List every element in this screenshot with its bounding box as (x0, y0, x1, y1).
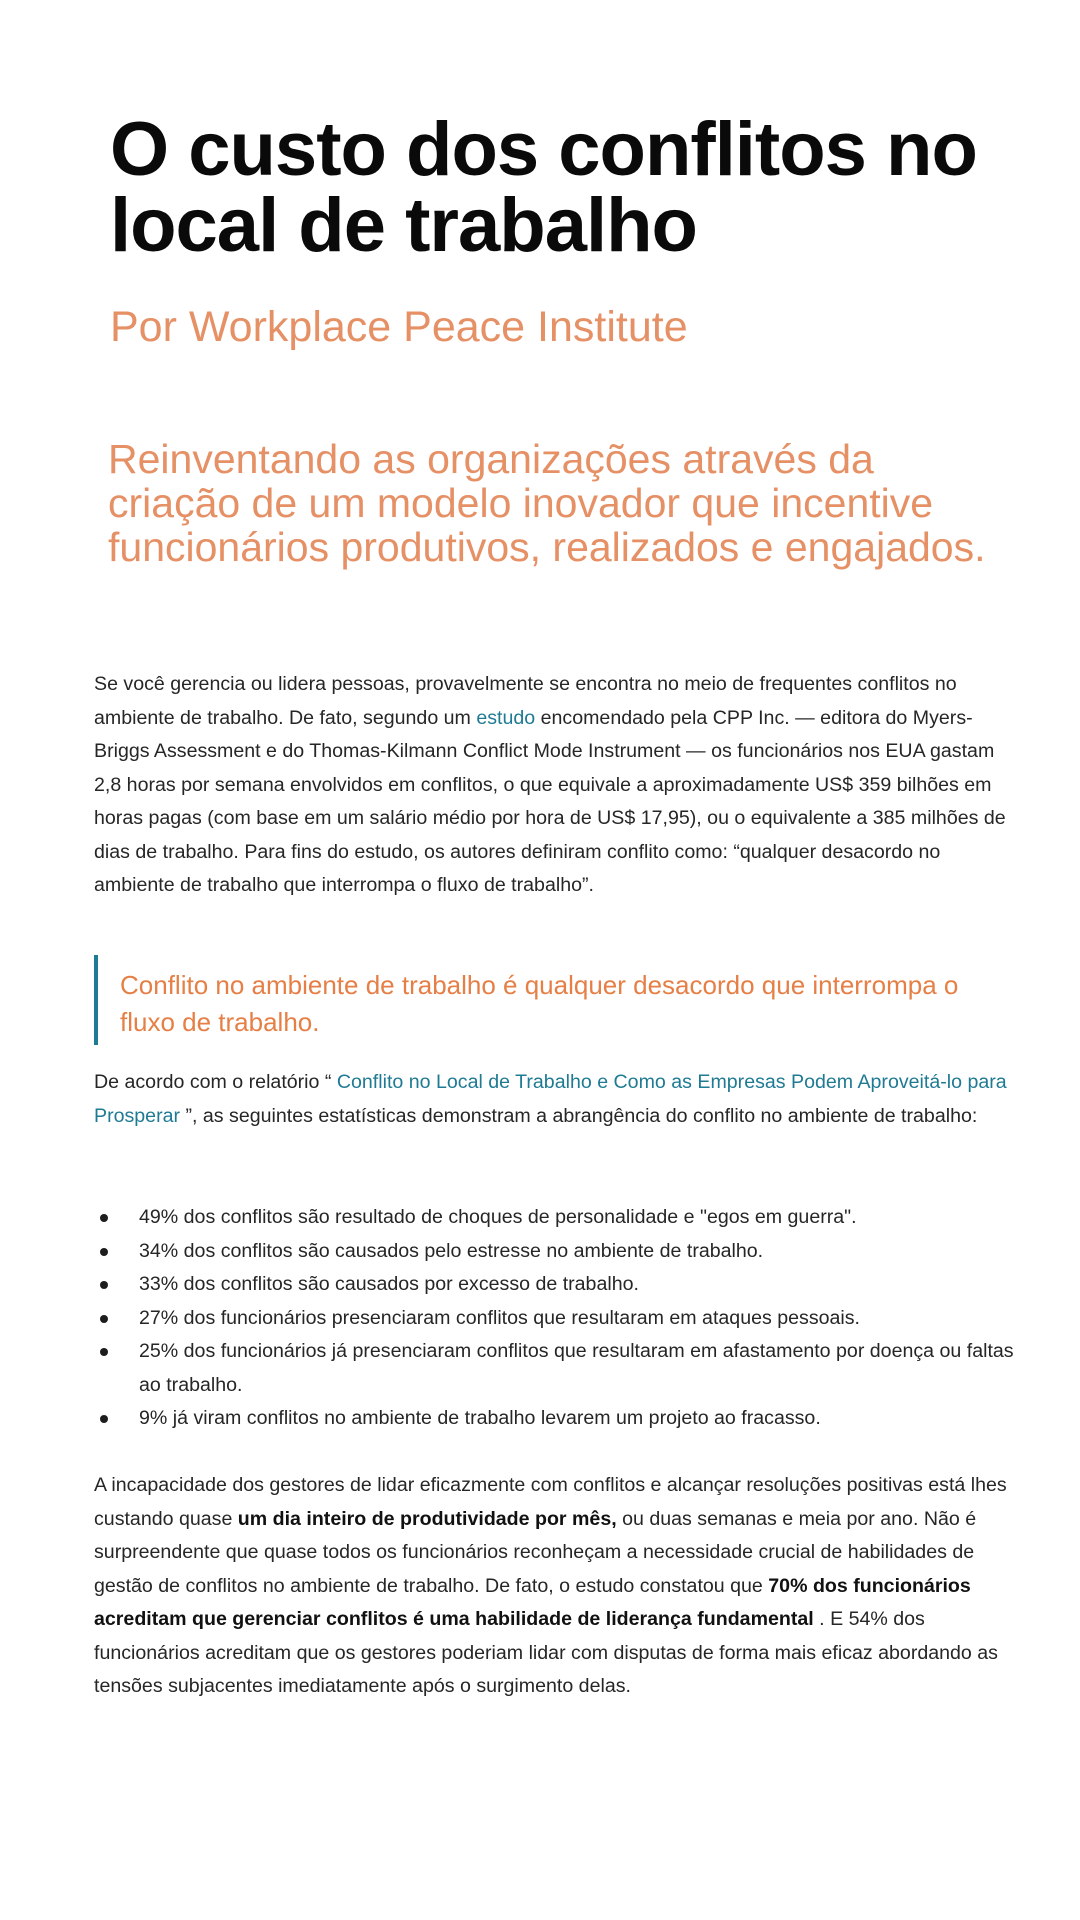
intro-text-start: Se você gerencia ou lidera pessoas, provavelmente se encontra no meio de frequentes conflitos no ambiente de trabalho. De fato, segundo um (94, 673, 957, 729)
stats-list (94, 1201, 1014, 1436)
intro-text-end: encomendado pela CPP Inc. — editora do Myers-Briggs Assessment e do Thomas-Kilmann Conflict Mode Instrument — os funcionários nos EUA gastam 2,8 horas por semana envolvidos em conflitos, o que equivale a aproximadamente US$ 359 bilhões em horas pagas (com base em um salário médio por hora de US$ 17,95), ou o equivalente a 385 milhões de dias de trabalho. Para fins do estudo, os autores definiram conflito como: “qualquer desacordo no ambiente de trabalho que interrompa o fluxo de trabalho”. (94, 706, 1006, 896)
list-item: 27% dos funcionários presenciaram conflitos que resultaram em ataques pessoais. (94, 1302, 1014, 1336)
intro-paragraph (94, 668, 1014, 903)
conclusion-text-1: A incapacidade dos gestores de lidar eficazmente com conflitos e alcançar resoluções positivas está lhes custando quase (94, 1474, 1007, 1530)
pull-quote (94, 955, 974, 1045)
conclusion-highlight-1: um dia inteiro de produtividade por mês, (237, 1507, 617, 1530)
conclusion-text-2: ou duas semanas e meia por ano. Não é surpreendente que quase todos os funcionários reconheçam a necessidade crucial de habilidades de gestão de conflitos no ambiente de trabalho. De fato, o estudo constatou que (94, 1507, 977, 1597)
list-item: 9% já viram conflitos no ambiente de trabalho levarem um projeto ao fracasso. (94, 1402, 1014, 1436)
report-link[interactable]: Conflito no Local de Trabalho e Como as Empresas Podem Aproveitá-lo para Prosperar (94, 1071, 1007, 1127)
study-link[interactable]: estudo (476, 706, 536, 729)
list-item: 25% dos funcionários já presenciaram conflitos que resultaram em afastamento por doença ou faltas ao trabalho. (94, 1335, 1014, 1402)
list-item: 33% dos conflitos são causados por excesso de trabalho. (94, 1268, 1014, 1302)
pull-quote-text: Conflito no ambiente de trabalho é qualquer desacordo que interrompa o fluxo de trabalho. (120, 970, 959, 1037)
article-title: O custo dos conflitos no local de trabalho (110, 107, 977, 268)
report-text-start: De acordo com o relatório “ (94, 1071, 337, 1093)
conclusion-highlight-2: 70% dos funcionários acreditam que gerenciar conflitos é uma habilidade de liderança fundamental (94, 1574, 971, 1630)
list-item: 49% dos conflitos são resultado de choques de personalidade e "egos em guerra". (94, 1201, 1014, 1235)
article-tagline: Reinventando as organizações através da criação de um modelo inovador que incentive funcionários produtivos, realizados e engajados. (108, 436, 986, 570)
conclusion-paragraph (94, 1469, 1014, 1704)
report-paragraph (94, 1066, 1014, 1133)
conclusion-text-3: . E 54% dos funcionários acreditam que os gestores poderiam lidar com disputas de forma mais eficaz abordando as tensões subjacentes imediatamente após o surgimento delas. (94, 1608, 998, 1697)
article-author: Por Workplace Peace Institute (110, 303, 688, 351)
report-text-end: ”, as seguintes estatísticas demonstram a abrangência do conflito no ambiente de trabalho: (180, 1104, 978, 1127)
list-item: 34% dos conflitos são causados pelo estresse no ambiente de trabalho. (94, 1235, 1014, 1269)
